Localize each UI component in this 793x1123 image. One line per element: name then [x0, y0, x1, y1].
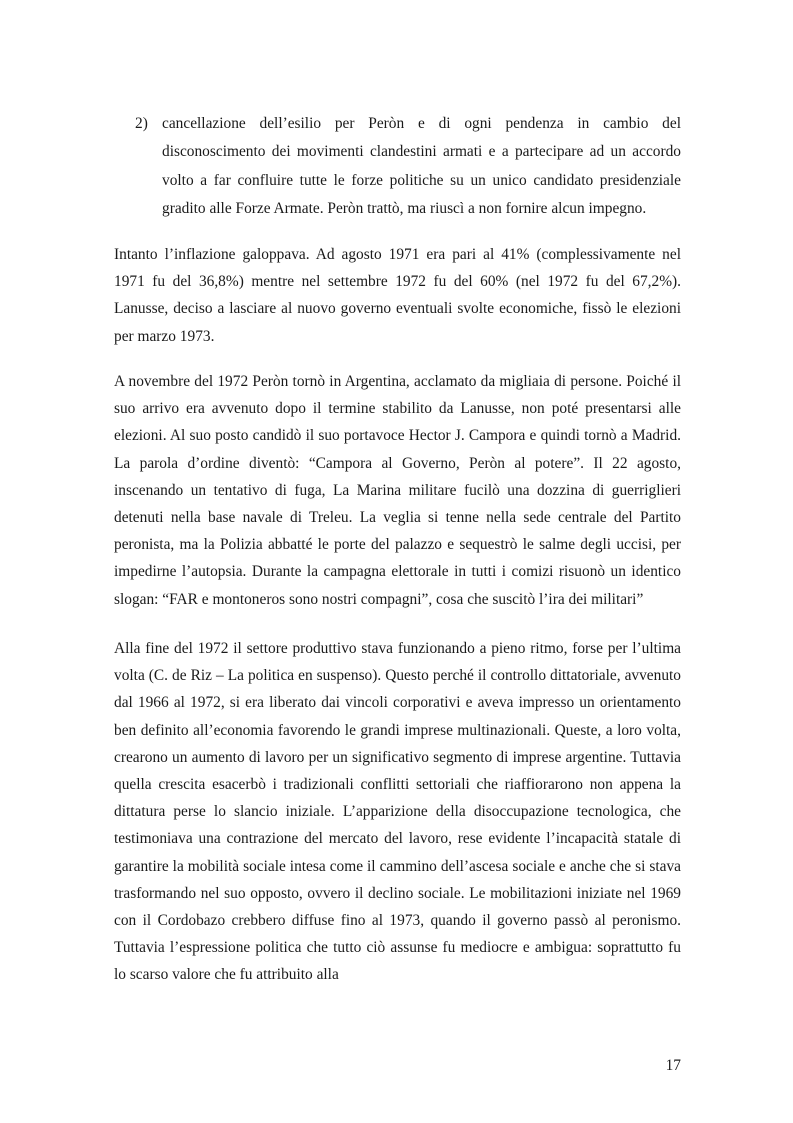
- paragraph-peron-return: A novembre del 1972 Peròn tornò in Argentina, acclamato da migliaia di persone. Poiché il suo arrivo era avvenuto dopo il termine stabilito da Lanusse, non poté presentarsi alle elezioni. Al suo posto candidò il suo portavoce Hector J. Campora e quindi tornò a Madrid. La parola d’ordine diventò: “Campora al Governo, Peròn al potere”. Il 22 agosto, inscenando un tentativo di fuga, La Marina militare fucilò una dozzina di guerriglieri detenuti nella base navale di Treleu. La veglia si tenne nella sede centrale del Partito peronista, ma la Polizia abbatté le porte del palazzo e sequestrò le salme degli uccisi, per impedirne l’autopsia. Durante la campagna elettorale in tutti i comizi risuonò un identico slogan: “FAR e montoneros sono nostri compagni”, cosa che suscitò l’ira dei militari”: [114, 373, 681, 608]
- list-item-text: cancellazione dell’esilio per Peròn e di ogni pendenza in cambio del disconoscimento dei movimenti clandestini armati e a partecipare ad un accordo volto a far confluire tutte le forze politiche su un unico candidato presidenziale gradito alle Forze Armate. Peròn trattò, ma riuscì a non fornire alcun impegno.: [162, 115, 681, 217]
- page-number: 17: [665, 1057, 681, 1074]
- list-item-number: 2): [135, 115, 148, 132]
- paragraph-productive-sector: Alla fine del 1972 il settore produttivo stava funzionando a pieno ritmo, forse per l’ultima volta (C. de Riz – La politica en suspenso). Questo perché il controllo dittatoriale, avvenuto dal 1966 al 1972, si era liberato dai vincoli corporativi e aveva impresso un orientamento ben definito all’economia favorendo le grandi imprese multinazionali. Queste, a loro volta, crearono un aumento di lavoro per un significativo segmento di imprese argentine. Tuttavia quella crescita esacerbò i tradizionali conflitti settoriali che riaffiorarono non appena la dittatura perse lo slancio iniziale. L’apparizione della disoccupazione tecnologica, che testimoniava una contrazione del mercato del lavoro, rese evidente l’incapacità statale di garantire la mobilità sociale intesa come il cammino dell’ascesa sociale e anche che si stava trasformando nel suo opposto, ovvero il declino sociale. Le mobilitazioni iniziate nel 1969 con il Cordobazo crebbero diffuse fino al 1973, quando il governo passò al peronismo. Tuttavia l’espressione politica che tutto ciò assunse fu mediocre e ambigua: soprattutto fu lo scarso valore che fu attribuito alla: [114, 640, 681, 984]
- paragraph-inflation: Intanto l’inflazione galoppava. Ad agosto 1971 era pari al 41% (complessivamente nel 1971 fu del 36,8%) mentre nel settembre 1972 fu del 60% (nel 1972 fu del 67,2%). Lanusse, deciso a lasciare al nuovo governo eventuali svolte economiche, fissò le elezioni per marzo 1973.: [114, 246, 681, 345]
- numbered-list-item: [135, 110, 681, 223]
